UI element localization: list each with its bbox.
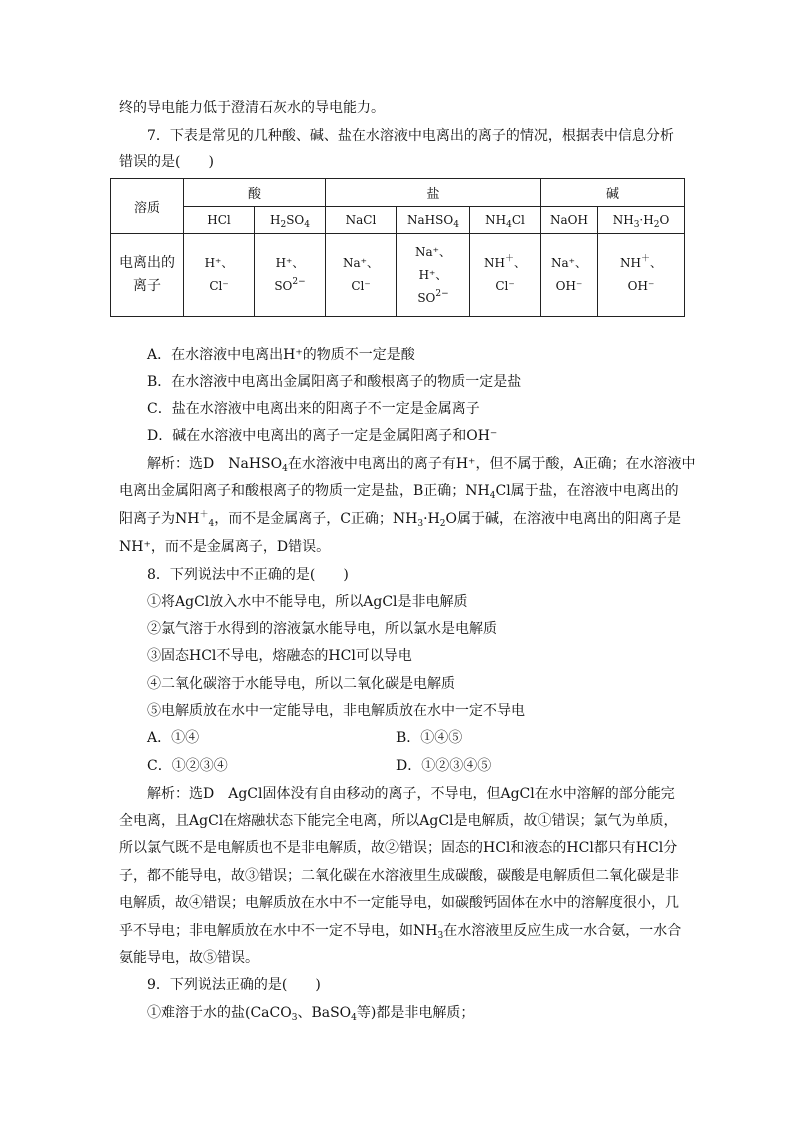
- q8-analysis-line1: 解析：选D AgCl固体没有自由移动的离子，不导电，但AgCl在水中溶解的部分能完: [147, 786, 675, 802]
- q8-stem: 8．下列说法中不正确的是( ): [147, 567, 349, 583]
- ions-nh3h2o: NH＋、 OH⁻: [598, 234, 685, 317]
- ions-nahso4: Na⁺、 H⁺、 $SO^{2-}$: [397, 234, 470, 317]
- ions-nacl: Na⁺、 Cl⁻: [326, 234, 397, 317]
- q8-option-c: C．①②③④: [147, 758, 228, 774]
- compound-naoh: NaOH: [541, 207, 598, 234]
- q7-analysis-line2: 电离出金属阳离子和酸根离子的物质一定是盐，B正确；$NH_4Cl$属于盐，在溶液中电离出的: [119, 483, 679, 501]
- q8-option-a: A．①④: [147, 730, 200, 746]
- compound-nacl: NaCl: [326, 207, 397, 234]
- q7-option-a: A．在水溶液中电离出H⁺的物质不一定是酸: [147, 347, 415, 363]
- q7-option-b: B．在水溶液中电离出金属阳离子和酸根离子的物质一定是盐: [147, 374, 522, 390]
- q9-stem: 9．下列说法正确的是( ): [147, 977, 321, 993]
- q8-analysis-line2: 全电离，且AgCl在熔融状态下能完全电离，所以AgCl是电解质，故①错误；氯气为单质，: [119, 813, 678, 829]
- compound-nh3h2o: $NH_3\cdot H_2O$: [598, 207, 685, 234]
- ions-hcl: H⁺、 Cl⁻: [184, 234, 255, 317]
- q8-option-d: D．①②③④⑤: [396, 758, 492, 774]
- q8-analysis-line4: 子，都不能导电，故③错误；二氧化碳在水溶液里生成碳酸，碳酸是电解质但二氧化碳是非: [119, 868, 679, 884]
- q7-stem-line1: 7．下表是常见的几种酸、碱、盐在水溶液中电离出的离子的情况，根据表中信息分析: [147, 128, 674, 144]
- q7-analysis-line4: NH⁺，而不是金属离子，D错误。: [119, 539, 331, 555]
- ions-naoh: Na⁺、 OH⁻: [541, 234, 598, 317]
- compound-hcl: HCl: [184, 207, 255, 234]
- q9-statement-1: ①难溶于水的盐(CaCO$_3$、BaSO$_4$等)都是非电解质；: [147, 1005, 475, 1023]
- q8-statement-3: ③固态HCl不导电，熔融态的HCl可以导电: [147, 648, 412, 664]
- q7-stem-line2: 错误的是( ): [119, 154, 214, 170]
- ions-h2so4: H⁺、 $SO^{2-}$: [255, 234, 326, 317]
- q7-option-c: C．盐在水溶液中电离出来的阳离子不一定是金属离子: [147, 401, 480, 417]
- table-header-salt: 盐: [326, 179, 541, 207]
- q8-analysis-line5: 电解质，故④错误；电解质放在水中不一定能导电，如碳酸钙固体在水中的溶解度很小，几: [119, 895, 679, 911]
- q8-analysis-line7: 氨能导电，故⑤错误。: [119, 950, 259, 966]
- table-header-base: 碱: [541, 179, 685, 207]
- q7-analysis-line3: 阳离子为$NH^+_4$，而不是金属离子，C正确；$NH_3\cdot H_2O$属于碱，在溶液中电离出的阳离子是: [119, 510, 682, 529]
- q8-statement-5: ⑤电解质放在水中一定能导电，非电解质放在水中一定不导电: [147, 703, 525, 719]
- compound-nahso4: NaHSO$_4$: [397, 207, 470, 234]
- q8-statement-1: ①将AgCl放入水中不能导电，所以AgCl是非电解质: [147, 594, 468, 610]
- q8-option-b: B．①④⑤: [396, 730, 463, 746]
- table-header-acid: 酸: [184, 179, 326, 207]
- q8-analysis-line6: 乎不导电；非电解质放在水中不一定不导电，如$NH_3$在水溶液里反应生成一水合氨，一水合: [119, 923, 682, 941]
- q8-statement-4: ④二氧化碳溶于水能导电，所以二氧化碳是电解质: [147, 676, 455, 692]
- q7-option-d: D．碱在水溶液中电离出的离子一定是金属阳离子和OH⁻: [147, 428, 498, 444]
- intro-text: 终的导电能力低于澄清石灰水的导电能力。: [119, 100, 385, 116]
- q7-analysis-line1: 解析：选D NaHSO$_4$在水溶液中电离出的离子有H⁺，但不属于酸，A正确；在水溶液中: [147, 456, 696, 474]
- table-row-header-ions: 电离出的 离子: [111, 234, 184, 317]
- ion-table: [110, 178, 685, 317]
- q8-analysis-line3: 所以氯气既不是电解质也不是非电解质，故②错误；固态的HCl和液态的HCl都只有HCl分: [119, 840, 678, 856]
- q8-statement-2: ②氯气溶于水得到的溶液氯水能导电，所以氯水是电解质: [147, 621, 497, 637]
- ions-nh4cl: NH＋、 Cl⁻: [470, 234, 541, 317]
- table-header-solute: 溶质: [111, 179, 184, 234]
- compound-h2so4: $H_2SO_4$: [255, 207, 326, 234]
- compound-nh4cl: $NH_4Cl$: [470, 207, 541, 234]
